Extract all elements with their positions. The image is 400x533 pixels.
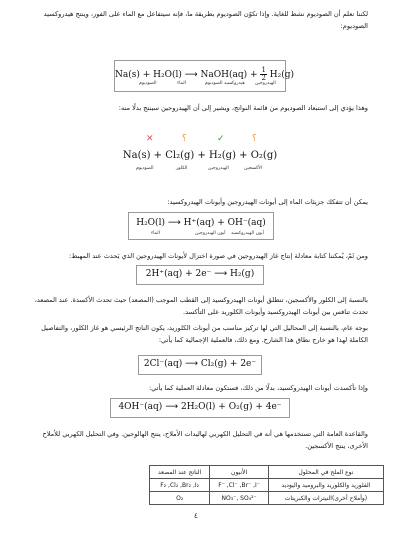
table-cell: NO₃⁻, SO₄²⁻	[210, 492, 269, 505]
eq2-label-sodium: الصوديوم	[136, 166, 154, 171]
eq6-products: 2H₂O(l) + O₂(g) + 4e⁻	[180, 402, 282, 412]
equation-1	[115, 66, 295, 82]
reaction-arrow-icon: ⟶	[214, 269, 228, 279]
eq1-label-hydrogen: الهيدروجين	[255, 81, 276, 86]
eq1-products: NaOH(aq) +	[200, 70, 258, 80]
eq6-reactant: 4OH⁻(aq)	[118, 402, 163, 412]
eq1-hydrogen: H₂(g)	[269, 70, 295, 80]
equation-2: Na(s) + Cl₂(g) + H₂(g) + O₂(g)	[122, 150, 278, 161]
table-header: الأنيون	[210, 466, 269, 479]
eq5-reactant: 2Cl⁻(aq)	[143, 359, 183, 369]
eq2-label-chlorine: الكلور	[176, 166, 188, 171]
table-row	[150, 492, 384, 505]
eq1-label-naoh: هيدروكسيد الصوديوم	[205, 81, 245, 86]
equation-box-3	[128, 212, 274, 240]
table-cell: (وأملاح أخرى)النيترات والكبريتات	[268, 492, 383, 505]
eq3-products: H⁺(aq) + OH⁻(aq)	[183, 218, 266, 228]
eq1-fraction: $\frac{1}{2}$	[261, 66, 266, 82]
eq3-label-hydroxide-ion: أيون الهيدروكسيد	[231, 231, 264, 236]
paragraph-6: بوجه عام، بالنسبة إلى المحاليل التي لها تركيز مناسب من أيونات الكلوريد، يكون الناتج الرئيسي هو غاز الكلور، والتفاصيل الكاملة لهذا هو خارج نطاق هذا الشارح. ومع ذلك، فالعملية الإجمالية كما يأتي:	[41, 324, 368, 344]
equation-5	[139, 359, 261, 369]
reaction-arrow-icon: ⟶	[185, 359, 199, 369]
reaction-arrow-icon: ⟶	[165, 402, 179, 412]
question-icon: ؟	[182, 134, 187, 144]
equation-box-5	[138, 355, 262, 375]
paragraph-8: والقاعدة العامة التي تستخدمها هي أنه في التحليل الكهربي لهاليدات الأملاح، ينتج الهالوجين. وفي التحليل الكهربي للأملاح الأخرى، ينتج الأكسجين.	[42, 430, 368, 450]
cross-icon: ✕	[146, 134, 154, 144]
check-icon: ✓	[217, 134, 225, 144]
table-header: الناتج عند المصعد	[150, 466, 210, 479]
eq2-label-hydrogen: الهيدروجين	[208, 166, 229, 171]
equation-box-6	[110, 398, 290, 418]
paragraph-7: وإذا تأكسدت أيونات الهيدروكسيد، بدلًا من ذلك، فستكون معادلة العملية كما يأتي:	[148, 384, 368, 392]
table-cell: O₂	[150, 492, 210, 505]
eq4-product: H₂(g)	[229, 269, 255, 279]
paragraph-3: يمكن أن تتفكك جزيئات الماء إلى أيونات الهيدروجين وأيونات الهيدروكسيد:	[167, 198, 368, 206]
table-header-row	[150, 466, 384, 479]
electrolysis-products-table	[149, 465, 384, 505]
eq3-label-water: الماء	[151, 231, 160, 236]
eq1-label-water: الماء	[177, 81, 186, 86]
equation-3	[129, 218, 273, 228]
eq4-reactants: 2H⁺(aq) + 2e⁻	[145, 269, 212, 279]
eq3-label-hydrogen-ion: أيون الهيدروجين	[195, 231, 226, 236]
question-icon: ؟	[252, 134, 257, 144]
paragraph-4: ومن ثَمّ، يُمكننا كتابة معادلة إنتاج غاز الهيدروجين في صورة اختزال لأيونات الهيدروجين الذي يَحدث عند المهبط:	[68, 252, 368, 260]
reaction-arrow-icon: ⟶	[184, 70, 198, 80]
eq3-reactant: H₂O(l)	[136, 218, 165, 228]
eq1-reactants: Na(s) + H₂O(l)	[115, 70, 182, 80]
paragraph-5: بالنسبة إلى الكلور والأكسجين، تنطلق أيونات الهيدروكسيد إلى القطب الموجب (المصعد) حيث تحدث الأكسدة. عند المصعد، تحدث تنافس بين أيونات الهيدروكسيد وأيونات الكلوريد على التأكسد.	[34, 296, 368, 316]
paragraph-2: وهذا يؤدي إلى استبعاد الصوديوم من قائمة النواتج، ويشير إلى أن الهيدروجين سينتج بدلًا منه:	[118, 104, 368, 112]
table-cell: الفلوريد والكلوريد والبروميد واليوديد	[268, 479, 383, 492]
eq1-label-sodium: الصوديوم	[139, 81, 157, 86]
equation-box-4	[136, 265, 264, 285]
table-cell: F₂ ,Cl₂ ,Br₂ ,I₂	[150, 479, 210, 492]
equation-box-1	[114, 60, 295, 92]
eq2-label-oxygen: الأكسجين	[244, 166, 263, 171]
eq5-products: Cl₂(g) + 2e⁻	[200, 359, 257, 369]
reaction-arrow-icon: ⟶	[167, 218, 181, 228]
equation-box-2	[114, 126, 286, 178]
table-cell: F⁻ ,Cl⁻ ,Br⁻ ,I⁻	[210, 479, 269, 492]
table-row	[150, 479, 384, 492]
page-number: ٤	[194, 512, 198, 520]
paragraph-1: لكننا نعلم أن الصوديوم نشط للغاية. وإذا تكوّن الصوديوم بطريقة ما، فإنه سيتفاعل مع الماء على الفور، وينتج هيدروكسيد الصوديوم:	[43, 10, 368, 30]
equation-6	[111, 402, 289, 412]
table-header: نوع الملح في المحلول	[268, 466, 383, 479]
equation-4	[137, 269, 263, 279]
